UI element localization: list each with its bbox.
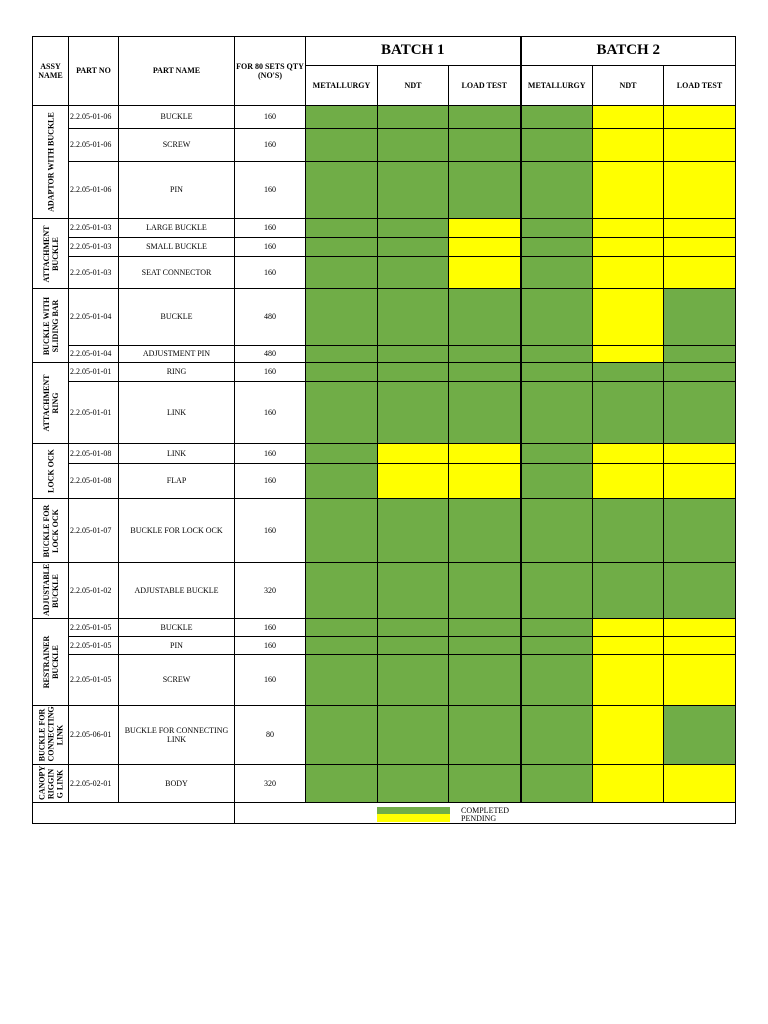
part-no-cell: 2.2.05-02-01	[69, 765, 119, 803]
status-cell-b1-load-test	[449, 464, 521, 499]
table-row	[33, 129, 736, 162]
table-row	[33, 363, 736, 382]
header-b2-metallurgy: METALLURGY	[521, 66, 593, 106]
part-no-cell: 2.2.05-01-05	[69, 619, 119, 637]
status-cell-b2-metallurgy	[521, 106, 593, 129]
qty-cell: 320	[235, 765, 306, 803]
status-cell-b2-ndt	[593, 655, 664, 706]
qty-cell: 160	[235, 219, 306, 238]
status-cell-b1-load-test	[449, 106, 521, 129]
table-row	[33, 655, 736, 706]
status-cell-b2-ndt	[593, 346, 664, 363]
legend-pending-label: PENDING	[461, 814, 497, 823]
status-cell-b2-metallurgy	[521, 289, 593, 346]
part-no-cell: 2.2.05-01-04	[69, 346, 119, 363]
status-cell-b2-ndt	[593, 162, 664, 219]
status-cell-b1-ndt	[378, 765, 449, 803]
header-batch-1: BATCH 1	[306, 37, 521, 66]
status-cell-b1-metallurgy	[306, 499, 378, 563]
status-cell-b1-load-test	[449, 444, 521, 464]
header-qty: FOR 80 SETS QTY (NO'S)	[235, 37, 306, 106]
part-no-cell: 2.2.05-01-03	[69, 219, 119, 238]
status-cell-b2-metallurgy	[521, 238, 593, 257]
header-b2-load-test: LOAD TEST	[664, 66, 736, 106]
status-cell-b1-ndt	[378, 499, 449, 563]
status-cell-b2-ndt	[593, 706, 664, 765]
status-cell-b1-ndt	[378, 563, 449, 619]
header-part-name: PART NAME	[119, 37, 235, 106]
status-cell-b2-load-test	[664, 257, 736, 289]
status-cell-b1-load-test	[449, 563, 521, 619]
legend-completed-label: COMPLETED	[461, 806, 509, 815]
status-cell-b2-metallurgy	[521, 765, 593, 803]
status-cell-b1-ndt	[378, 289, 449, 346]
part-no-cell: 2.2.05-01-02	[69, 563, 119, 619]
part-no-cell: 2.2.05-01-08	[69, 464, 119, 499]
status-cell-b1-load-test	[449, 162, 521, 219]
status-cell-b2-ndt	[593, 563, 664, 619]
status-cell-b1-metallurgy	[306, 637, 378, 655]
status-cell-b2-metallurgy	[521, 499, 593, 563]
status-cell-b2-load-test	[664, 363, 736, 382]
status-cell-b2-ndt	[593, 106, 664, 129]
part-name-cell: SEAT CONNECTOR	[119, 257, 235, 289]
status-cell-b1-load-test	[449, 706, 521, 765]
table-row	[33, 563, 736, 619]
qty-cell: 160	[235, 162, 306, 219]
part-no-cell: 2.2.05-01-06	[69, 129, 119, 162]
assy-group-name	[33, 619, 69, 706]
qty-cell: 160	[235, 637, 306, 655]
status-cell-b2-metallurgy	[521, 444, 593, 464]
status-cell-b2-load-test	[664, 655, 736, 706]
status-cell-b1-metallurgy	[306, 444, 378, 464]
part-name-cell: LINK	[119, 382, 235, 444]
status-cell-b2-metallurgy	[521, 346, 593, 363]
part-name-cell: LARGE BUCKLE	[119, 219, 235, 238]
header-b1-ndt: NDT	[378, 66, 449, 106]
assy-group-name	[33, 563, 69, 619]
qty-cell: 160	[235, 464, 306, 499]
status-cell-b2-load-test	[664, 382, 736, 444]
status-cell-b2-ndt	[593, 257, 664, 289]
part-no-cell: 2.2.05-01-05	[69, 637, 119, 655]
table-row	[33, 106, 736, 129]
qty-cell: 480	[235, 346, 306, 363]
status-cell-b1-load-test	[449, 289, 521, 346]
status-cell-b2-load-test	[664, 162, 736, 219]
status-cell-b2-metallurgy	[521, 563, 593, 619]
assy-group-name	[33, 106, 69, 219]
assy-group-label: LOCK OCK	[46, 449, 55, 493]
status-cell-b1-metallurgy	[306, 765, 378, 803]
table-row	[33, 765, 736, 803]
header-assy-name: ASSY NAME	[33, 37, 69, 106]
assy-group-label: BUCKLE FOR LOCK OCK	[41, 504, 60, 557]
header-b1-load-test: LOAD TEST	[449, 66, 521, 106]
assy-group-label: CANOPY RIGGIN G LINK	[37, 765, 64, 800]
status-cell-b2-metallurgy	[521, 219, 593, 238]
assy-group-name	[33, 444, 69, 499]
part-no-cell: 2.2.05-01-04	[69, 289, 119, 346]
status-cell-b1-ndt	[378, 162, 449, 219]
status-cell-b1-metallurgy	[306, 106, 378, 129]
assy-group-name	[33, 219, 69, 289]
status-cell-b2-load-test	[664, 464, 736, 499]
part-name-cell: SCREW	[119, 129, 235, 162]
part-name-cell: SMALL BUCKLE	[119, 238, 235, 257]
part-name-cell: BUCKLE FOR LOCK OCK	[119, 499, 235, 563]
header-b1-metallurgy: METALLURGY	[306, 66, 378, 106]
table-row	[33, 219, 736, 238]
status-cell-b2-metallurgy	[521, 382, 593, 444]
assy-group-name	[33, 706, 69, 765]
assy-group-label: BUCKLE WITH SLIDING BAR	[41, 296, 60, 355]
qty-cell: 160	[235, 129, 306, 162]
assy-group-label: ADJUSTABLE BUCKLE	[41, 563, 60, 616]
status-cell-b1-load-test	[449, 238, 521, 257]
status-cell-b1-ndt	[378, 106, 449, 129]
status-cell-b1-ndt	[378, 363, 449, 382]
status-cell-b2-metallurgy	[521, 655, 593, 706]
assy-group-name	[33, 289, 69, 363]
part-no-cell: 2.2.05-06-01	[69, 706, 119, 765]
status-cell-b1-ndt	[378, 382, 449, 444]
status-cell-b1-load-test	[449, 765, 521, 803]
part-name-cell: ADJUSTMENT PIN	[119, 346, 235, 363]
qty-cell: 160	[235, 382, 306, 444]
qty-cell: 160	[235, 257, 306, 289]
header-batch-2: BATCH 2	[521, 37, 736, 66]
status-cell-b2-ndt	[593, 129, 664, 162]
status-cell-b2-ndt	[593, 219, 664, 238]
part-name-cell: FLAP	[119, 464, 235, 499]
status-cell-b1-load-test	[449, 129, 521, 162]
header-b2-ndt: NDT	[593, 66, 664, 106]
part-name-cell: BUCKLE	[119, 289, 235, 346]
part-name-cell: PIN	[119, 162, 235, 219]
status-cell-b2-ndt	[593, 289, 664, 346]
assy-group-label: BUCKLE FOR CONNECTING LINK	[37, 706, 64, 762]
table-row	[33, 289, 736, 346]
status-cell-b1-metallurgy	[306, 655, 378, 706]
table-row	[33, 464, 736, 499]
status-cell-b1-load-test	[449, 257, 521, 289]
status-cell-b2-ndt	[593, 382, 664, 444]
table-row	[33, 257, 736, 289]
status-cell-b1-load-test	[449, 655, 521, 706]
assy-group-label: ATTACHMENT BUCKLE	[41, 224, 60, 283]
status-cell-b1-metallurgy	[306, 563, 378, 619]
status-cell-b1-metallurgy	[306, 162, 378, 219]
part-no-cell: 2.2.05-01-03	[69, 238, 119, 257]
part-no-cell: 2.2.05-01-06	[69, 106, 119, 129]
part-name-cell: LINK	[119, 444, 235, 464]
status-cell-b2-load-test	[664, 219, 736, 238]
part-no-cell: 2.2.05-01-03	[69, 257, 119, 289]
status-cell-b2-metallurgy	[521, 464, 593, 499]
assy-group-label: RESTRAINER BUCKLE	[41, 635, 60, 689]
header-part-no: PART NO	[69, 37, 119, 106]
status-cell-b2-metallurgy	[521, 637, 593, 655]
table-row	[33, 499, 736, 563]
status-cell-b2-metallurgy	[521, 162, 593, 219]
status-cell-b2-ndt	[593, 464, 664, 499]
qty-cell: 160	[235, 238, 306, 257]
status-cell-b2-ndt	[593, 499, 664, 563]
qty-cell: 320	[235, 563, 306, 619]
status-cell-b2-metallurgy	[521, 363, 593, 382]
status-cell-b2-ndt	[593, 444, 664, 464]
status-cell-b2-ndt	[593, 363, 664, 382]
status-cell-b2-load-test	[664, 563, 736, 619]
table-row	[33, 382, 736, 444]
table-row	[33, 346, 736, 363]
part-name-cell: SCREW	[119, 655, 235, 706]
qty-cell: 160	[235, 106, 306, 129]
legend-row	[33, 803, 736, 824]
assy-group-name	[33, 765, 69, 803]
table-row	[33, 637, 736, 655]
status-cell-b1-metallurgy	[306, 129, 378, 162]
status-cell-b1-ndt	[378, 219, 449, 238]
status-cell-b1-ndt	[378, 619, 449, 637]
status-cell-b2-load-test	[664, 106, 736, 129]
test-status-table	[32, 36, 736, 824]
part-name-cell: PIN	[119, 637, 235, 655]
part-name-cell: RING	[119, 363, 235, 382]
status-cell-b1-ndt	[378, 257, 449, 289]
status-cell-b1-load-test	[449, 363, 521, 382]
status-cell-b2-load-test	[664, 289, 736, 346]
part-no-cell: 2.2.05-01-06	[69, 162, 119, 219]
qty-cell: 480	[235, 289, 306, 346]
status-cell-b2-metallurgy	[521, 706, 593, 765]
status-cell-b2-load-test	[664, 238, 736, 257]
qty-cell: 80	[235, 706, 306, 765]
status-cell-b2-load-test	[664, 346, 736, 363]
status-cell-b1-ndt	[378, 238, 449, 257]
part-no-cell: 2.2.05-01-07	[69, 499, 119, 563]
status-cell-b1-load-test	[449, 219, 521, 238]
legend	[377, 807, 617, 823]
status-cell-b1-ndt	[378, 129, 449, 162]
status-cell-b1-ndt	[378, 706, 449, 765]
status-cell-b1-metallurgy	[306, 363, 378, 382]
status-cell-b2-load-test	[664, 499, 736, 563]
status-cell-b2-ndt	[593, 765, 664, 803]
legend-pending-swatch	[377, 814, 450, 822]
part-name-cell: BUCKLE FOR CONNECTING LINK	[119, 706, 235, 765]
part-name-cell: ADJUSTABLE BUCKLE	[119, 563, 235, 619]
legend-blank-cell	[33, 803, 235, 824]
part-no-cell: 2.2.05-01-01	[69, 382, 119, 444]
qty-cell: 160	[235, 363, 306, 382]
status-cell-b1-load-test	[449, 346, 521, 363]
status-cell-b1-ndt	[378, 444, 449, 464]
part-name-cell: BUCKLE	[119, 106, 235, 129]
qty-cell: 160	[235, 444, 306, 464]
status-cell-b2-ndt	[593, 637, 664, 655]
status-cell-b1-ndt	[378, 637, 449, 655]
status-cell-b1-metallurgy	[306, 257, 378, 289]
status-cell-b1-metallurgy	[306, 238, 378, 257]
qty-cell: 160	[235, 499, 306, 563]
legend-cell	[235, 803, 736, 824]
status-cell-b1-ndt	[378, 346, 449, 363]
status-cell-b1-ndt	[378, 464, 449, 499]
status-cell-b2-load-test	[664, 706, 736, 765]
status-cell-b1-metallurgy	[306, 289, 378, 346]
status-cell-b1-metallurgy	[306, 464, 378, 499]
status-cell-b1-metallurgy	[306, 346, 378, 363]
status-cell-b1-metallurgy	[306, 382, 378, 444]
status-cell-b2-load-test	[664, 619, 736, 637]
part-no-cell: 2.2.05-01-01	[69, 363, 119, 382]
table-row	[33, 238, 736, 257]
table-row	[33, 706, 736, 765]
status-cell-b1-metallurgy	[306, 706, 378, 765]
table-row	[33, 444, 736, 464]
status-cell-b1-ndt	[378, 655, 449, 706]
status-cell-b2-ndt	[593, 238, 664, 257]
qty-cell: 160	[235, 619, 306, 637]
table-row	[33, 619, 736, 637]
part-no-cell: 2.2.05-01-08	[69, 444, 119, 464]
part-no-cell: 2.2.05-01-05	[69, 655, 119, 706]
status-cell-b2-metallurgy	[521, 257, 593, 289]
status-cell-b1-load-test	[449, 619, 521, 637]
assy-group-label: ATTACHMENT RING	[41, 374, 60, 432]
status-cell-b2-metallurgy	[521, 129, 593, 162]
part-name-cell: BODY	[119, 765, 235, 803]
status-cell-b2-ndt	[593, 619, 664, 637]
assy-group-name	[33, 499, 69, 563]
status-cell-b2-load-test	[664, 765, 736, 803]
status-cell-b1-metallurgy	[306, 619, 378, 637]
status-cell-b2-load-test	[664, 444, 736, 464]
table-row	[33, 162, 736, 219]
assy-group-name	[33, 363, 69, 444]
assy-group-label: ADAPTOR WITH BUCKLE	[46, 112, 55, 212]
status-cell-b1-load-test	[449, 499, 521, 563]
status-cell-b2-metallurgy	[521, 619, 593, 637]
status-cell-b1-load-test	[449, 637, 521, 655]
part-name-cell: BUCKLE	[119, 619, 235, 637]
qty-cell: 160	[235, 655, 306, 706]
status-cell-b2-load-test	[664, 637, 736, 655]
status-cell-b1-load-test	[449, 382, 521, 444]
status-cell-b1-metallurgy	[306, 219, 378, 238]
status-cell-b2-load-test	[664, 129, 736, 162]
